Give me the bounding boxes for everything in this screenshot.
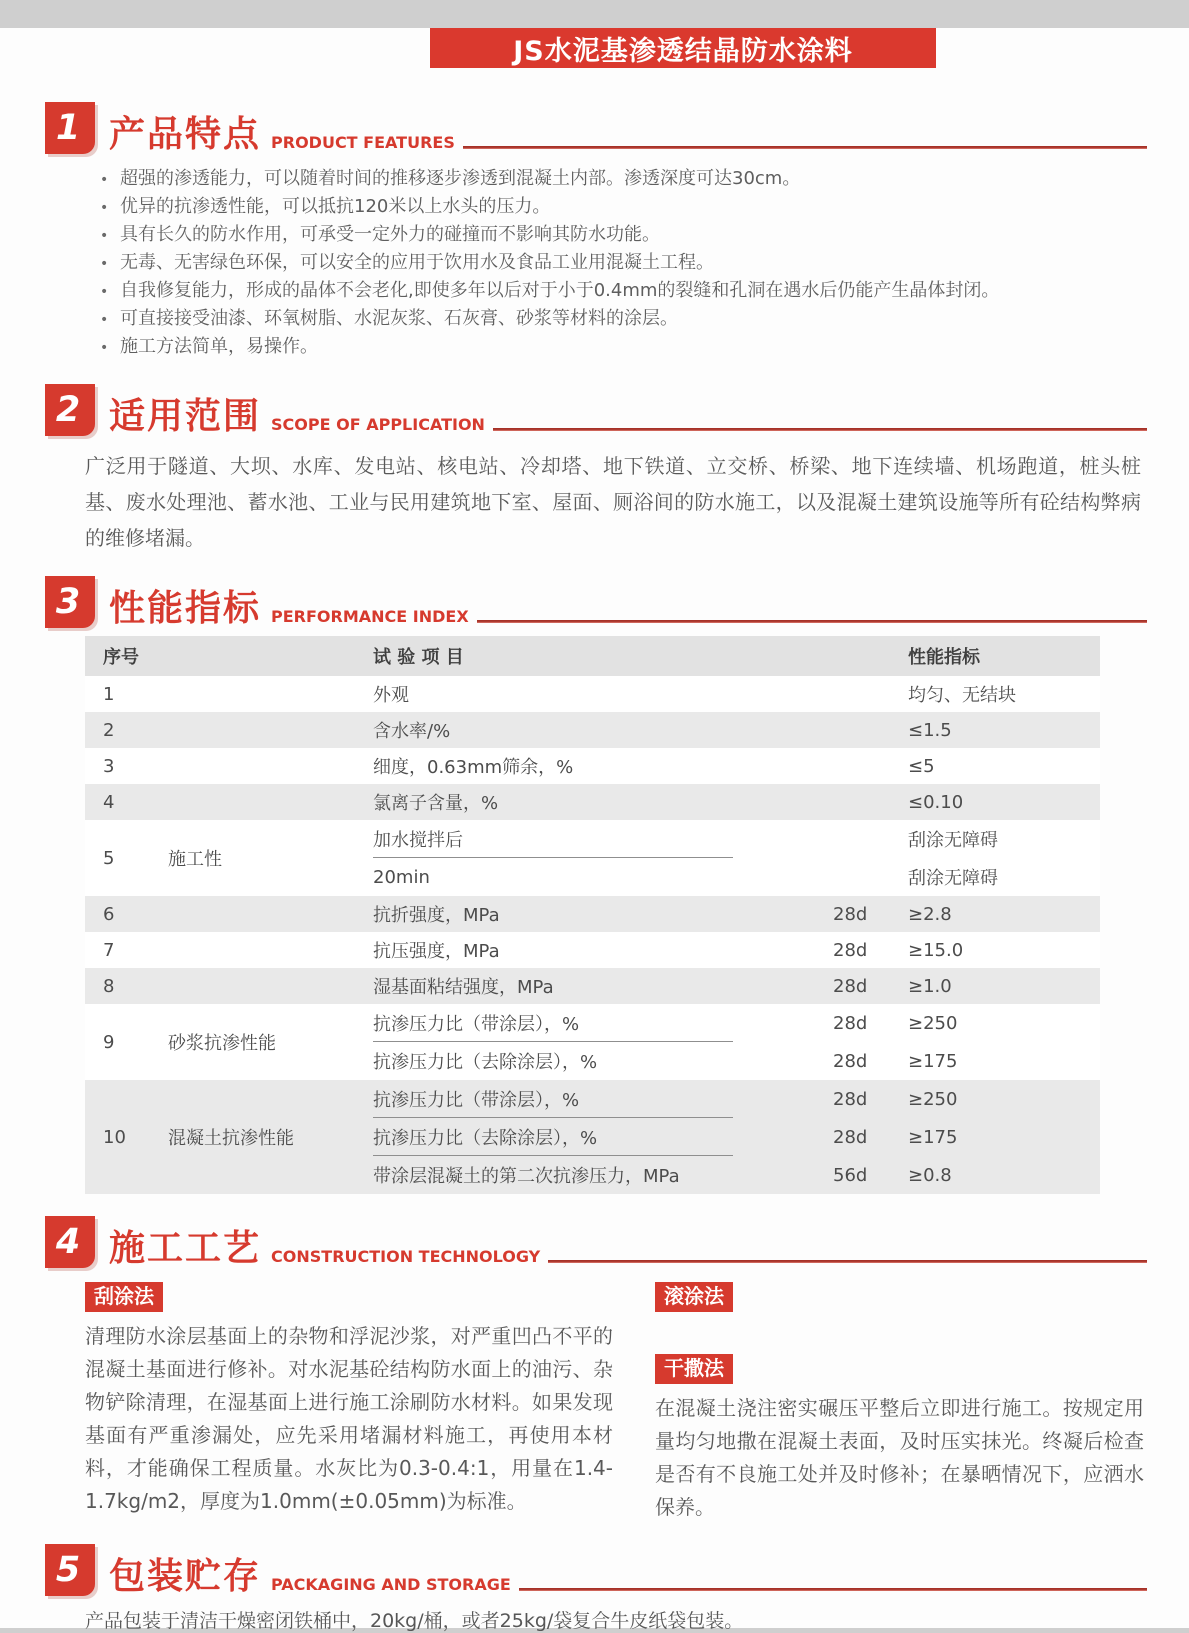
table-row: [85, 896, 1100, 932]
section-rule: [548, 1260, 1147, 1263]
table-sub-row: [373, 896, 1082, 932]
feature-bullet: [100, 304, 1129, 332]
section-rule: [493, 428, 1147, 431]
row-body: [373, 712, 1082, 748]
index-value: ≥250: [908, 1088, 958, 1110]
row-number: 1: [103, 683, 115, 705]
test-age: 28d: [833, 1126, 868, 1148]
row-category: 施工性: [168, 849, 222, 870]
test-item: 湿基面粘结强度，MPa: [373, 977, 554, 998]
test-item: 抗压强度，MPa: [373, 941, 500, 962]
test-item: 抗渗压力比（去除涂层），%: [373, 1052, 598, 1073]
row-number: 4: [103, 791, 115, 813]
section-header-performance: [45, 576, 1147, 628]
method-column-right: [655, 1282, 1144, 1524]
section-header-construction: [45, 1216, 1147, 1268]
row-category: [168, 784, 373, 820]
index-value: 刮涂无障碍: [908, 830, 998, 851]
index-value: 刮涂无障碍: [908, 868, 998, 889]
test-age: 28d: [833, 1050, 868, 1072]
test-age: 56d: [833, 1164, 868, 1186]
datasheet-page: [0, 28, 1189, 1632]
row-body: [373, 968, 1082, 1004]
section-title-en: CONSTRUCTION TECHNOLOGY: [271, 1247, 541, 1266]
bullet-icon: •: [100, 228, 109, 244]
method-text-dry-sprinkle: 在混凝土浇注密实碾压平整后立即进行施工。按规定用量均匀地撒在混凝土表面，及时压实抹光。终凝后检查是否有不良施工处并及时修补；在暴晒情况下，应洒水保养。: [655, 1396, 1144, 1519]
section-title-en: PERFORMANCE INDEX: [271, 607, 469, 626]
table-row: [85, 968, 1100, 1004]
section-number-badge: 3: [45, 576, 95, 628]
section-title-cn: 包装贮存: [109, 1556, 262, 1598]
section-title-en: PRODUCT FEATURES: [271, 133, 455, 152]
bullet-icon: •: [100, 256, 109, 272]
section-number-badge: 4: [45, 1216, 95, 1268]
test-age: 28d: [833, 903, 868, 925]
row-category: [168, 968, 373, 1004]
index-value: ≥15.0: [908, 939, 964, 961]
table-row: [85, 784, 1100, 820]
table-header-value: 性能指标: [908, 647, 980, 668]
index-value: ≥0.8: [908, 1164, 952, 1186]
construction-methods: [85, 1282, 1144, 1524]
row-number: 6: [103, 903, 115, 925]
bullet-icon: •: [100, 312, 109, 328]
table-sub-row: [373, 676, 1082, 712]
row-category: [168, 676, 373, 712]
section-rule: [477, 620, 1147, 623]
table-header-no: 序号: [103, 647, 139, 668]
feature-bullet-text: 施工方法简单，易操作。: [120, 336, 318, 357]
table-sub-row: [373, 1042, 1082, 1080]
index-value: ≥175: [908, 1050, 958, 1072]
table-row: [85, 748, 1100, 784]
row-body: [373, 1080, 1082, 1194]
table-sub-row: [373, 748, 1082, 784]
row-body: [373, 784, 1082, 820]
row-body: [373, 896, 1082, 932]
test-age: 28d: [833, 975, 868, 997]
test-item: 抗折强度，MPa: [373, 905, 500, 926]
index-value: ≥1.0: [908, 975, 952, 997]
feature-bullet: [100, 248, 1129, 276]
index-value: 均匀、无结块: [908, 685, 1016, 706]
row-category: [168, 896, 373, 932]
table-sub-row: [373, 1080, 1082, 1118]
section-title-en: PACKAGING AND STORAGE: [271, 1575, 511, 1594]
index-value: ≥2.8: [908, 903, 952, 925]
feature-bullet-text: 优异的抗渗透性能，可以抵抗120米以上水头的压力。: [120, 196, 551, 217]
feature-bullet: [100, 332, 1129, 360]
section-number-badge: 5: [45, 1544, 95, 1596]
table-header-item: 试 验 项 目: [373, 647, 464, 668]
table-row: [85, 1004, 1100, 1080]
table-sub-row: [373, 858, 1082, 896]
product-title-banner: JS水泥基渗透结晶防水涂料: [430, 28, 936, 68]
method-label-roller-coating: 滚涂法: [655, 1282, 733, 1312]
section-title-en: SCOPE OF APPLICATION: [271, 415, 485, 434]
section-title-cn: 产品特点: [109, 114, 262, 156]
table-sub-row: [373, 784, 1082, 820]
feature-bullet: [100, 220, 1129, 248]
method-text-scrape-coating: 清理防水涂层基面上的杂物和浮泥沙浆，对严重凹凸不平的混凝土基面进行修补。对水泥基砼结构防水面上的油污、杂物铲除清理，在湿基面上进行施工涂刷防水材料。如果发现基面有严重渗漏处，应先采用堵漏材料施工，再使用本材料，才能确保工程质量。水灰比为0.3-0.4:1，用量在1.4-1.7kg/m2，厚度为1.0mm(±0.05mm)为标准。: [85, 1324, 613, 1513]
row-number: 5: [103, 847, 115, 869]
feature-bullet-text: 无毒、无害绿色环保，可以安全的应用于饮用水及食品工业用混凝土工程。: [120, 252, 714, 273]
row-body: [373, 676, 1082, 712]
index-value: ≤0.10: [908, 791, 964, 813]
test-item: 带涂层混凝土的第二次抗渗压力，MPa: [373, 1166, 680, 1187]
row-body: [373, 1004, 1082, 1080]
section-title-cn: 性能指标: [109, 588, 262, 630]
table-sub-row: [373, 712, 1082, 748]
row-category: 砂浆抗渗性能: [168, 1033, 276, 1054]
table-row: [85, 712, 1100, 748]
row-category: 混凝土抗渗性能: [168, 1128, 294, 1149]
bullet-icon: •: [100, 284, 109, 300]
test-age: 28d: [833, 1088, 868, 1110]
row-number: 7: [103, 939, 115, 961]
bullet-icon: •: [100, 172, 109, 188]
row-number: 8: [103, 975, 115, 997]
section-title-cn: 施工工艺: [109, 1228, 262, 1270]
test-item: 抗渗压力比（带涂层），%: [373, 1080, 833, 1118]
feature-bullet-text: 可直接接受油漆、环氧树脂、水泥灰浆、石灰膏、砂浆等材料的涂层。: [120, 308, 678, 329]
table-header-row: [85, 636, 1100, 676]
test-item: 含水率/%: [373, 721, 451, 742]
table-row: [85, 676, 1100, 712]
method-label-dry-sprinkle: 干撒法: [655, 1354, 733, 1384]
method-label-scrape-coating: 刮涂法: [85, 1282, 163, 1312]
table-sub-row: [373, 1118, 1082, 1156]
section-rule: [463, 146, 1147, 149]
feature-bullet: [100, 192, 1129, 220]
table-row: [85, 820, 1100, 896]
row-body: [373, 748, 1082, 784]
test-item: 氯离子含量，%: [373, 793, 499, 814]
test-item: 细度，0.63mm筛余，%: [373, 757, 574, 778]
test-age: 28d: [833, 939, 868, 961]
index-value: ≤5: [908, 755, 935, 777]
section-number-badge: 2: [45, 384, 95, 436]
row-body: [373, 820, 1082, 896]
row-number: 9: [103, 1031, 115, 1053]
table-sub-row: [373, 1156, 1082, 1194]
section-number-badge: 1: [45, 102, 95, 154]
scope-paragraph: 广泛用于隧道、大坝、水库、发电站、核电站、冷却塔、地下铁道、立交桥、桥梁、地下连续墙、机场跑道，桩头桩基、废水处理池、蓄水池、工业与民用建筑地下室、屋面、厕浴间的防水施工，以及混凝土建筑设施等所有砼结构弊病的维修堵漏。: [85, 454, 1141, 550]
row-number: 10: [103, 1126, 126, 1148]
feature-bullet-text: 具有长久的防水作用，可承受一定外力的碰撞而不影响其防水功能。: [120, 224, 660, 245]
row-number: 3: [103, 755, 115, 777]
section-header-scope: [45, 384, 1147, 436]
section-rule: [519, 1588, 1147, 1591]
table-sub-row: [373, 1004, 1082, 1042]
table-sub-row: [373, 932, 1082, 968]
section-header-packaging: [45, 1544, 1147, 1596]
test-item: 抗渗压力比（带涂层），%: [373, 1004, 833, 1042]
row-category: [168, 748, 373, 784]
method-column-left: [85, 1282, 613, 1524]
test-item: 加水搅拌后: [373, 820, 833, 858]
row-category: [168, 712, 373, 748]
test-item: 20min: [373, 866, 430, 888]
feature-bullet-text: 自我修复能力，形成的晶体不会老化,即使多年以后对于小于0.4mm的裂缝和孔洞在遇水后仍能产生晶体封闭。: [120, 280, 1000, 301]
feature-bullet: [100, 164, 1129, 192]
table-sub-row: [373, 820, 1082, 858]
table-row: [85, 1080, 1100, 1194]
section-title-cn: 适用范围: [109, 396, 262, 438]
feature-bullet-text: 超强的渗透能力，可以随着时间的推移逐步渗透到混凝土内部。渗透深度可达30cm。: [120, 168, 801, 189]
test-item: 抗渗压力比（去除涂层），%: [373, 1118, 833, 1156]
feature-bullet: [100, 276, 1129, 304]
bullet-icon: •: [100, 200, 109, 216]
table-sub-row: [373, 968, 1082, 1004]
performance-index-table: [85, 636, 1100, 1194]
packaging-paragraph: 产品包装于清洁干燥密闭铁桶中，20kg/桶，或者25kg/袋复合牛皮纸袋包装。: [85, 1610, 744, 1632]
row-body: [373, 932, 1082, 968]
row-number: 2: [103, 719, 115, 741]
feature-bullet-list: [100, 164, 1129, 360]
index-value: ≤1.5: [908, 719, 952, 741]
bullet-icon: •: [100, 340, 109, 356]
table-row: [85, 932, 1100, 968]
index-value: ≥250: [908, 1012, 958, 1034]
index-value: ≥175: [908, 1126, 958, 1148]
test-item: 外观: [373, 685, 409, 706]
section-header-product-features: [45, 102, 1147, 154]
row-category: [168, 932, 373, 968]
test-age: 28d: [833, 1012, 868, 1034]
